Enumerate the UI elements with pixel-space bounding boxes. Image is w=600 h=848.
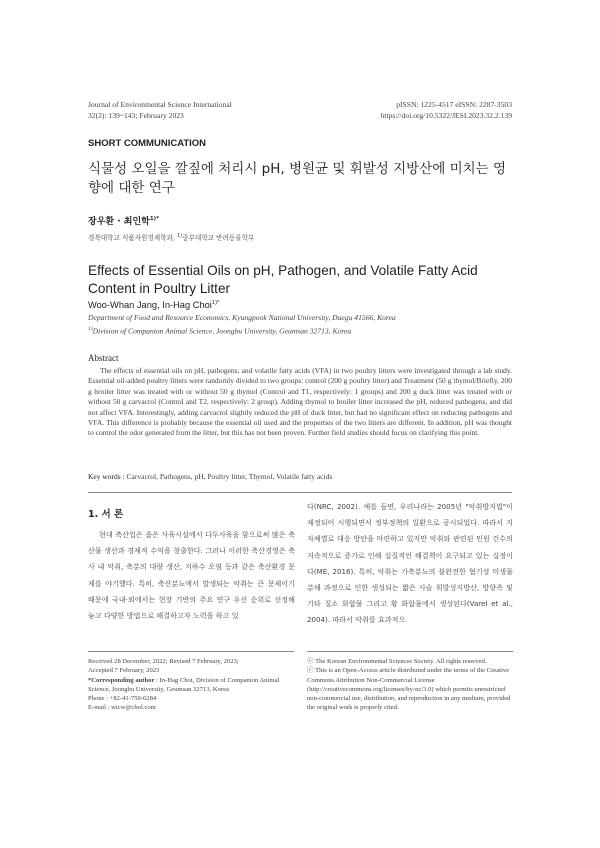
section-divider [88,492,512,493]
article-type: SHORT COMMUNICATION [88,138,207,149]
section-heading: 1. 서 론 [88,509,124,520]
english-author-names: Woo-Whan Jang, In-Hag Choi [88,300,212,311]
keywords-text: Carvacrol, Pathogens, pH, Poultry litter, Thymol, Volatile fatty acids [126,472,333,481]
issn: pISSN: 1225-4517 eISSN: 2287-3503 [396,100,512,109]
footnote-right [307,657,513,713]
english-authors [88,300,219,310]
korean-affiliations [88,232,254,242]
english-affiliation-superscript: 1) [88,325,93,332]
english-affiliation-2-line [88,324,396,337]
corresponding-text: : In-Hag Choi, Division of Companion Animal Science, Joongbu University, Geumsan 32713, Korea [88,676,280,693]
copyright-notice: ⓒ The Korean Environmental Sciences Society. All rights reserved. [307,658,487,665]
license-notice: ⓒ This is an Open-Access article distributed under the terms of the Creative Commons Attribution Non-Commercial License (http://creativecommons.org/licenses/by-nc/3.0) which permits unrestricted non-commercial use, distribution, and reproduction in any medium, provided the original work is properly cited. [307,667,511,712]
email[interactable]: E-mail : wicw@chol.com [88,704,156,712]
phone: Phone : +82-41-750-6284 [88,695,157,703]
body-column-left: 현대 축산업은 좁은 사육시설에서 다두사육을 함으로써 많은 축산물 생산과 경제적 수익을 창출한다. 그러나 이러한 축산경영은 축사 내 악취, 축분의 대량 생산, 지하수 오염 등과 같은 축산환경 문제를 야기했다. 특히, 축산분뇨에서 발생되는 악취는 큰 문제이기 때문에 국내·외에서는 현장 기반의 주요 연구 우선 순위로 선정해 놓고 다양한 방법으로 해결하고자 노력을 하고 있 [88,530,295,621]
korean-affiliation-superscript: 1) [177,232,183,239]
accepted-date: Accepted 7 February, 2023 [88,667,160,675]
korean-affiliation-1: 경북대학교 식품자원경제학과, [88,234,178,242]
doi-link[interactable]: https://doi.org/10.5322/JESI.2023.32.2.139 [380,110,512,120]
english-affiliation-1: Department of Food and Resource Economics, Kyungpook National University, Daegu 41566, Korea [88,313,396,322]
footnote-divider-left [88,651,294,652]
body-column-right: 다(NRC, 2002). 예를 들면, 우리나라는 2005년 "악취방지법"이 제정되어 시행되면서 정부정책의 일환으로 공시되었다. 따라서 지자체별로 대응 방안을 마련하고 있지만 악취와 관련된 민원 건수의 지속적으로 증가로 인해 실질적인 해결책이 요구되고 있는 실정이다(ME, 2016). 특히, 악취는 가축분뇨의 불완전한 혐기성 미생물 분해 과정으로 인한 생성되는 짧은 사슬 휘발성지방산, 방향족 및 기타 질소 화합물 그리고 황 화합물에서 생성된다(Varel et al., 2004). 따라서 악취를 효과적으 [307,502,513,625]
english-affiliation-2: Division of Companion Animal Science, Joongbu University, Geumsan 32713, Korea [92,326,352,336]
journal-header [88,100,232,121]
korean-affiliation-2: 중부대학교 반려동물학부 [182,234,255,242]
received-date: Received 28 December, 2022; Revised 7 February, 2023; [88,658,239,665]
english-author-superscript: 1)* [211,300,220,306]
journal-issue: 32(2): 139~143; February 2023 [88,110,184,120]
korean-author-names: 장우환 · 최인학 [88,217,150,227]
abstract-heading: Abstract [88,353,119,363]
journal-identifiers [381,100,513,121]
footnote-divider-right [307,651,513,652]
keywords-label: Key words : [88,472,127,481]
keywords [88,472,512,481]
english-title: Effects of Essential Oils on pH, Pathogen, and Volatile Fatty Acid Content in Poultry Litter [88,263,478,296]
korean-title: 식물성 오일을 깔짚에 처리시 pH, 병원균 및 휘발성 지방산에 미치는 영향에 대한 연구 [88,161,507,196]
korean-author-superscript: 1)* [149,216,160,222]
corresponding-author [88,676,294,695]
english-affiliations [88,313,396,337]
footnote-left [88,657,294,713]
journal-name: Journal of Environmental Science International [88,100,232,109]
corresponding-label: *Corresponding author [88,676,155,684]
korean-authors [88,214,159,227]
abstract-body: The effects of essential oils on pH, pathogens, and volatile fatty acids (VFA) in two poultry litters were investigated through a lab study. Essential oil-added poultry litters were randomly divided to two groups: control (200 g poultry litter) and Treatment (50 g thymol/Briefly, 200 g broiler litter was treated with or without 50 g thymol (Control and T1, respectively: 1 groups) and 200 g duck litter was treated with or without 50 g carvacrol (Control and T2, respectively: 2 group). Adding thymol to broiler litter increased the pH, reduced pathogens, and did not affect VFA. Interestingly, adding carvacrol slightly reduced the pH of duck litter, but had no significant effect on reducing pathogens and VFA. This difference is probably because the essential oil used and the properties of the two litters are different. In addition, pH was thought to control the odor generated from the litter, but this has not been proven. Further field studies should focus on clarifying this point. [88,366,512,438]
